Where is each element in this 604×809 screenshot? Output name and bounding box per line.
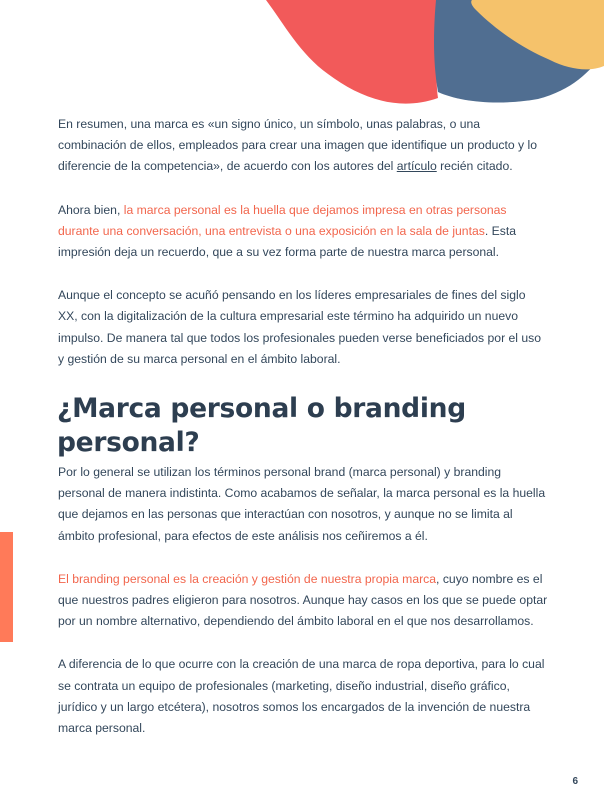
article-link[interactable]: artículo	[396, 159, 437, 174]
section-heading: ¿Marca personal o branding personal?	[57, 393, 466, 459]
page-number: 6	[572, 776, 578, 787]
highlight-text: El branding personal es la creación y gestión de nuestra propia marca	[58, 571, 437, 586]
paragraph-5: El branding personal es la creación y gestión de nuestra propia marca, cuyo nombre es el que nuestros padres eligieron para nosotros. Aunque hay casos en los que se puede optar por un nombre alternativo, dependiendo del ámbito laboral en el que nos desarrollamos.	[58, 571, 548, 629]
main-content	[58, 114, 548, 761]
paragraph-6: A diferencia de lo que ocurre con la creación de una marca de ropa deportiva, para lo cual se contrata un equipo de profesionales (marketing, diseño industrial, diseño gráfico, jurídico y un largo etcétera), nosotros somos los encargados de la invención de nuestra marca personal.	[58, 657, 545, 736]
paragraph-1: En resumen, una marca es «un signo único, un símbolo, unas palabras, o una combinación de ellos, empleados para crear una imagen que identifique un producto y lo diferencie de la competencia», de acuerdo con los autores del artículo recién citado.	[58, 117, 538, 174]
paragraph-2: Ahora bien, la marca personal es la huella que dejamos impresa en otras personas durante una conversación, una entrevista o una exposición en la sala de juntas. Esta impresión deja un recuerdo, que a su vez forma parte de nuestra marca personal.	[58, 202, 517, 260]
decorative-blobs	[0, 0, 604, 110]
paragraph-3: Aunque el concepto se acuñó pensando en los líderes empresariales de fines del siglo XX, con la digitalización de la cultura empresarial este término ha adquirido un nuevo impulso. De manera tal que todos los profesionales pueden verse beneficiados por el uso y gestión de su marca personal en el ámbito laboral.	[58, 288, 542, 366]
paragraph-4: Por lo general se utilizan los términos personal brand (marca personal) y branding personal de manera indistinta. Como acabamos de señalar, la marca personal es la huella que dejamos en las personas que interactúan con nosotros, y aunque no se limita al ámbito profesional, para efectos de este análisis nos ceñiremos a él.	[58, 465, 546, 543]
highlight-text: la marca personal es la huella que dejamos impresa en otras personas durante una conversación, una entrevista o una exposición en la sala de juntas	[58, 202, 507, 238]
side-accent-bar	[0, 532, 13, 642]
